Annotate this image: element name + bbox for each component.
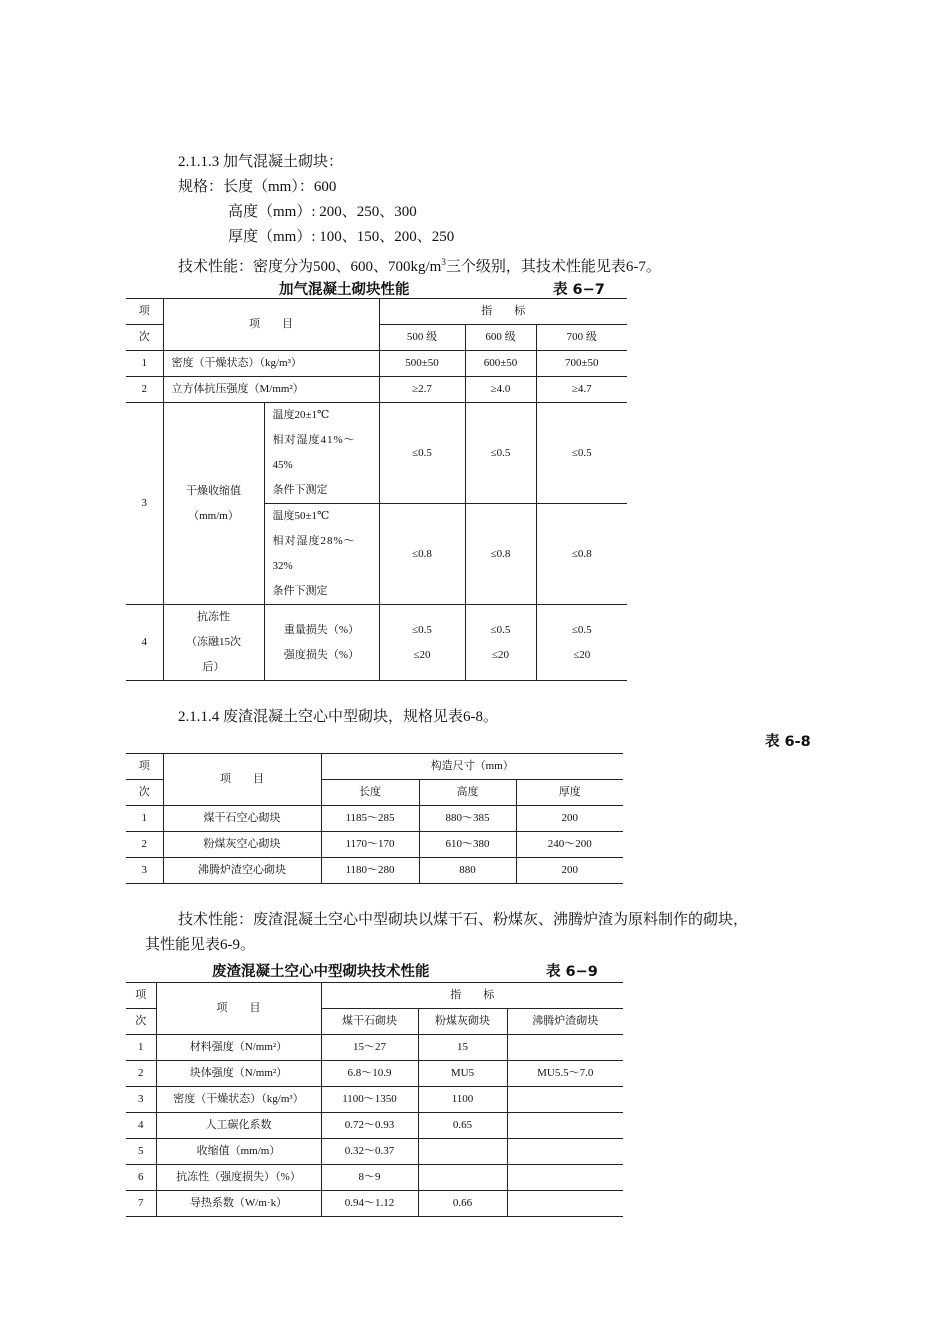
row-no: 5	[126, 1139, 156, 1165]
cell: MU5	[418, 1061, 507, 1087]
spec-thickness: 厚度（mm）: 100、150、200、250	[228, 229, 455, 245]
cell: 880～385	[419, 806, 516, 832]
hdr-item: 项 目	[156, 983, 321, 1035]
cell	[418, 1139, 507, 1165]
table-row	[126, 605, 627, 681]
row-no: 3	[126, 1087, 156, 1113]
cell: 1185～285	[321, 806, 419, 832]
table-row	[126, 351, 627, 377]
table-row	[126, 1035, 623, 1061]
table-6-7	[126, 298, 627, 681]
grade-700: 700 级	[536, 325, 627, 351]
table-row	[126, 1087, 623, 1113]
row-item: 块体强度（N/mm²）	[156, 1061, 321, 1087]
col-fly-ash: 粉煤灰砌块	[418, 1009, 507, 1035]
cell: ≤0.5 ≤20	[465, 605, 536, 681]
cell: ≤0.5	[536, 403, 627, 504]
cell: ≤0.8	[379, 504, 465, 605]
section-heading-2113: 2.1.1.3 加气混凝土砌块：	[178, 154, 344, 170]
cell: 610～380	[419, 832, 516, 858]
table-6-8	[126, 753, 623, 884]
cell	[418, 1165, 507, 1191]
cell: 200	[516, 806, 623, 832]
row-item: 材料强度（N/mm²）	[156, 1035, 321, 1061]
hdr-index: 指 标	[321, 983, 623, 1009]
row-item: 沸腾炉渣空心砌块	[163, 858, 321, 884]
cell: 15～27	[321, 1035, 418, 1061]
hdr-size: 构造尺寸（mm）	[321, 754, 623, 780]
cell	[507, 1165, 623, 1191]
table-row	[126, 858, 623, 884]
table68-label: 表 6-8	[765, 734, 811, 750]
cell: 0.94～1.12	[321, 1191, 418, 1217]
cell: ≥4.0	[465, 377, 536, 403]
cell	[507, 1191, 623, 1217]
table-6-9	[126, 982, 623, 1217]
hdr-item: 项 目	[163, 299, 379, 351]
cell: 240～200	[516, 832, 623, 858]
col-height: 高度	[419, 780, 516, 806]
table-row	[126, 377, 627, 403]
cell: ≤0.5	[379, 403, 465, 504]
cell: ≤0.5	[465, 403, 536, 504]
cell: 880	[419, 858, 516, 884]
table-row	[126, 403, 627, 504]
spec-length: 规格：长度（mm）：600	[178, 179, 337, 195]
row-no: 6	[126, 1165, 156, 1191]
hdr-no: 项	[126, 983, 156, 1009]
row-item: 抗冻性 （冻融15次 后）	[163, 605, 264, 681]
row-no: 4	[126, 605, 163, 681]
row-item: 煤干石空心砌块	[163, 806, 321, 832]
cell: 600±50	[465, 351, 536, 377]
row-item: 密度（干燥状态）（kg/m³）	[163, 351, 379, 377]
grade-600: 600 级	[465, 325, 536, 351]
cell: 0.66	[418, 1191, 507, 1217]
table67-title: 加气混凝土砌块性能	[279, 282, 410, 298]
row-no: 7	[126, 1191, 156, 1217]
tech-performance-line	[178, 251, 661, 278]
cell: 15	[418, 1035, 507, 1061]
table-row	[126, 806, 623, 832]
condition-b: 温度50±1℃ 相对湿度28%～ 32% 条件下测定	[264, 504, 379, 605]
row-no: 4	[126, 1113, 156, 1139]
cell: ≥2.7	[379, 377, 465, 403]
hdr-no-2: 次	[126, 1009, 156, 1035]
row-item: 立方体抗压强度（M/mm²）	[163, 377, 379, 403]
row-no: 1	[126, 1035, 156, 1061]
cell	[507, 1113, 623, 1139]
hdr-no: 项	[126, 299, 163, 325]
table69-title: 废渣混凝土空心中型砌块技术性能	[212, 964, 430, 980]
table-row	[126, 832, 623, 858]
hdr-no-2: 次	[126, 780, 163, 806]
tech-sup: 3	[441, 257, 446, 267]
table-row	[126, 1061, 623, 1087]
cell: 6.8～10.9	[321, 1061, 418, 1087]
cell: 0.65	[418, 1113, 507, 1139]
table-row	[126, 1191, 623, 1217]
cell: 0.72～0.93	[321, 1113, 418, 1139]
tech-line-1: 技术性能：废渣混凝土空心中型砌块以煤干石、粉煤灰、沸腾炉渣为原料制作的砌块，	[178, 912, 749, 928]
cell: 200	[516, 858, 623, 884]
cell: 1100～1350	[321, 1087, 418, 1113]
cell: 8～9	[321, 1165, 418, 1191]
section-heading-2114: 2.1.1.4 废渣混凝土空心中型砌块，规格见表6-8。	[178, 709, 498, 725]
row-item: 粉煤灰空心砌块	[163, 832, 321, 858]
row-item: 导热系数（W/m·k）	[156, 1191, 321, 1217]
row-item: 密度（干燥状态）（kg/m³）	[156, 1087, 321, 1113]
row-item: 干燥收缩值 （mm/m）	[163, 403, 264, 605]
tech-prefix: 技术性能：密度分为500、600、700kg/m	[178, 259, 442, 275]
row-no: 2	[126, 377, 163, 403]
hdr-no: 项	[126, 754, 163, 780]
cell: 1100	[418, 1087, 507, 1113]
cell: MU5.5～7.0	[507, 1061, 623, 1087]
grade-500: 500 级	[379, 325, 465, 351]
row-item: 人工碳化系数	[156, 1113, 321, 1139]
cell	[507, 1087, 623, 1113]
cell	[507, 1139, 623, 1165]
tech-line-2: 其性能见表6-9。	[145, 937, 255, 953]
cell	[507, 1035, 623, 1061]
tech-suffix: 三个级别，其技术性能见表6-7。	[445, 259, 661, 275]
cell: 1170～170	[321, 832, 419, 858]
col-thickness: 厚度	[516, 780, 623, 806]
hdr-index: 指 标	[379, 299, 627, 325]
row-no: 1	[126, 806, 163, 832]
col-coal-gangue: 煤干石砌块	[321, 1009, 418, 1035]
cell: 1180～280	[321, 858, 419, 884]
row-item: 收缩值（mm/m）	[156, 1139, 321, 1165]
row-no: 3	[126, 403, 163, 605]
cell: 700±50	[536, 351, 627, 377]
row-no: 3	[126, 858, 163, 884]
hdr-no-2: 次	[126, 325, 163, 351]
col-boiler-slag: 沸腾炉渣砌块	[507, 1009, 623, 1035]
hdr-item: 项 目	[163, 754, 321, 806]
table69-number: 表 6−9	[546, 964, 598, 980]
row-condition: 重量损失（%） 强度损失（%）	[264, 605, 379, 681]
cell: ≤0.8	[465, 504, 536, 605]
condition-a: 温度20±1℃ 相对湿度41%～ 45% 条件下测定	[264, 403, 379, 504]
table-row	[126, 1139, 623, 1165]
cell: ≥4.7	[536, 377, 627, 403]
col-length: 长度	[321, 780, 419, 806]
table-row	[126, 1113, 623, 1139]
row-no: 1	[126, 351, 163, 377]
cell: ≤0.5 ≤20	[536, 605, 627, 681]
row-no: 2	[126, 1061, 156, 1087]
cell: ≤0.5 ≤20	[379, 605, 465, 681]
table-row	[126, 1165, 623, 1191]
cell: 500±50	[379, 351, 465, 377]
cell: ≤0.8	[536, 504, 627, 605]
row-no: 2	[126, 832, 163, 858]
table67-number: 表 6−7	[553, 282, 605, 298]
row-item: 抗冻性（强度损失）（%）	[156, 1165, 321, 1191]
cell: 0.32～0.37	[321, 1139, 418, 1165]
spec-height: 高度（mm）: 200、250、300	[228, 204, 417, 220]
